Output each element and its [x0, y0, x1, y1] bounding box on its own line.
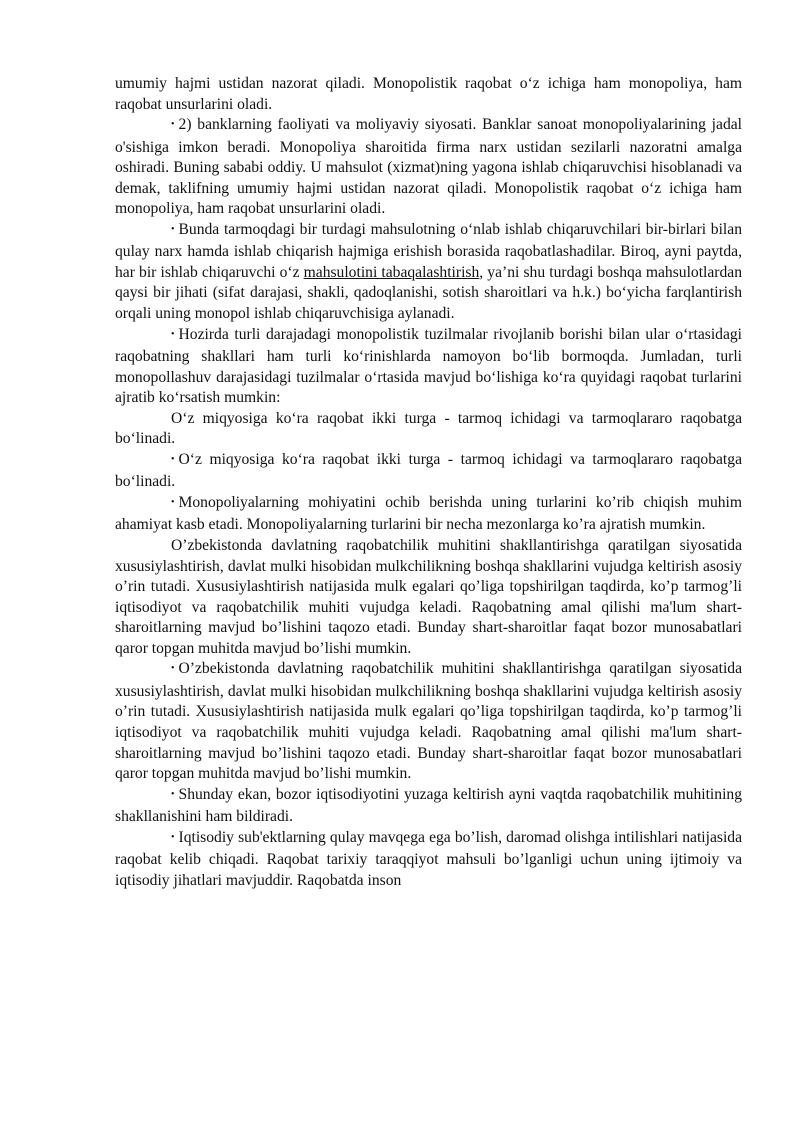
bullet-paragraph-market: • Shunday ekan, bozor iqtisodiyotini yuzaga keltirish ayni vaqtda raqobatchilik muhitining shakllanishini ham bildiradi. [115, 785, 742, 826]
bullet-paragraph-subjects: • Iqtisodiy sub'ektlarning qulay mavqega ega bo’lish, daromad olishga intilishlari natijasida raqobat kelib chiqadi. Raqobat tarixiy taraqqiyot mahsuli bo’lganligi uchun uning ijtimoiy va iqtisodiy jihatlari mavjuddir. Raqobatda inson [115, 828, 742, 889]
bullet-paragraph-forms: • Hozirda turli darajadagi monopolistik tuzilmalar rivojlanib borishi bilan ular o‘rtasidagi raqobatning shakllari ham turli ko‘rinishlarda namoyon bo‘lib bormoqda. Jumladan, turli monopollashuv darajasidagi tuzilmalar o‘rtasida mavjud bo‘lishiga ko‘ra quyidagi raqobat turlarini ajratib ko‘rsatish mumkin: [115, 325, 742, 407]
bullet-icon: • [171, 328, 175, 340]
bullet-icon: • [171, 663, 175, 675]
bullet-icon: • [171, 453, 175, 465]
paragraph-scale: O‘z miqyosiga ko‘ra raqobat ikki turga - tarmoq ichidagi va tarmoqlararo raqobatga bo‘linadi. [115, 409, 742, 448]
bullet-icon: • [171, 831, 175, 843]
bullet-paragraph-differentiation: • Bunda tarmoqdagi bir turdagi mahsulotning o‘nlab ishlab chiqaruvchilari bir-birlari bilan qulay narx hamda ishlab chiqarish hajmiga erishish borasida raqobatlashadilar. Biroq, ayni paytda, har bir ishlab chiqaruvchi o‘z mahsulotini tabaqalashtirish, ya’ni shu turdagi boshqa mahsulotlardan qaysi bir jihati (sifat darajasi, shakli, qadoqlanishi, sotish sharoitlari va h.k.) bo‘yicha farqlantirish orqali uning monopol ishlab chiqaruvchisiga aylanadi. [115, 220, 743, 323]
bullet-paragraph-scale: • O‘z miqyosiga ko‘ra raqobat ikki turga - tarmoq ichidagi va tarmoqlararo raqobatga bo‘linadi. [115, 450, 742, 491]
paragraph-uzbekistan: O’zbekistonda davlatning raqobatchilik muhitini shakllantirishga qaratilgan siyosatida xususiylashtirish, davlat mulki hisobidan mulkchilikning boshqa shakllarini vujudga keltirish asosiy o’rin tutadi. Xususiylashtirish natijasida mulk egalari qo’liga topshirilgan taqdirda, ko’p tarmog’li iqtisodiyot va raqobatchilik muhiti vujudga keladi. Raqobatning amal qilishi ma'lum shart-sharoitlarning mavjud bo’lishini taqozo etadi. Bunday shart-sharoitlar faqat bozor munosabatlari qaror topgan muhitda mavjud bo’lishi mumkin. [115, 537, 742, 657]
bullet-paragraph-banks: • 2) banklarning faoliyati va moliyaviy siyosati. Banklar sanoat monopoliyalarining jadal o'sishiga imkon beradi. Monopoliya sharoitida firma narx ustidan sezilarli nazoratni amalga oshiradi. Buning sababi oddiy. U mahsulot (xizmat)ning yagona ishlab chiqaruvchisi hisoblanadi va demak, taklifning umumiy hajmi ustidan nazorat qiladi. Monopolistik raqobat o‘z ichiga ham monopoliya, ham raqobat unsurlarini oladi. [115, 116, 742, 218]
bullet-paragraph-types: • Monopoliyalarning mohiyatini ochib berishda uning turlarini ko’rib chiqish muhim ahamiyat kasb etadi. Monopoliyalarning turlarini bir necha mezonlarga ko’ra ajratish mumkin. [115, 493, 742, 534]
bullet-icon: • [171, 788, 175, 800]
document-page [115, 74, 742, 891]
bullet-icon: • [171, 496, 175, 508]
underlined-term-link[interactable]: mahsulotini tabaqalashtirish [303, 263, 480, 281]
paragraph-continuation: umumiy hajmi ustidan nazorat qiladi. Monopolistik raqobat o‘z ichiga ham monopoliya, ham raqobat unsurlarini oladi. [115, 75, 742, 113]
bullet-icon: • [171, 119, 175, 131]
bullet-paragraph-uzbekistan: • O’zbekistonda davlatning raqobatchilik muhitini shakllantirishga qaratilgan siyosatida xususiylashtirish, davlat mulki hisobidan mulkchilikning boshqa shakllarini vujudga keltirish asosiy o’rin tutadi. Xususiylashtirish natijasida mulk egalari qo’liga topshirilgan taqdirda, ko’p tarmog’li iqtisodiyot va raqobatchilik muhiti vujudga keladi. Raqobatning amal qilishi ma'lum shart-sharoitlarning mavjud bo’lishini taqozo etadi. Bunday shart-sharoitlar faqat bozor munosabatlari qaror topgan muhitda mavjud bo’lishi mumkin. [115, 660, 742, 783]
bullet-icon: • [171, 223, 175, 235]
